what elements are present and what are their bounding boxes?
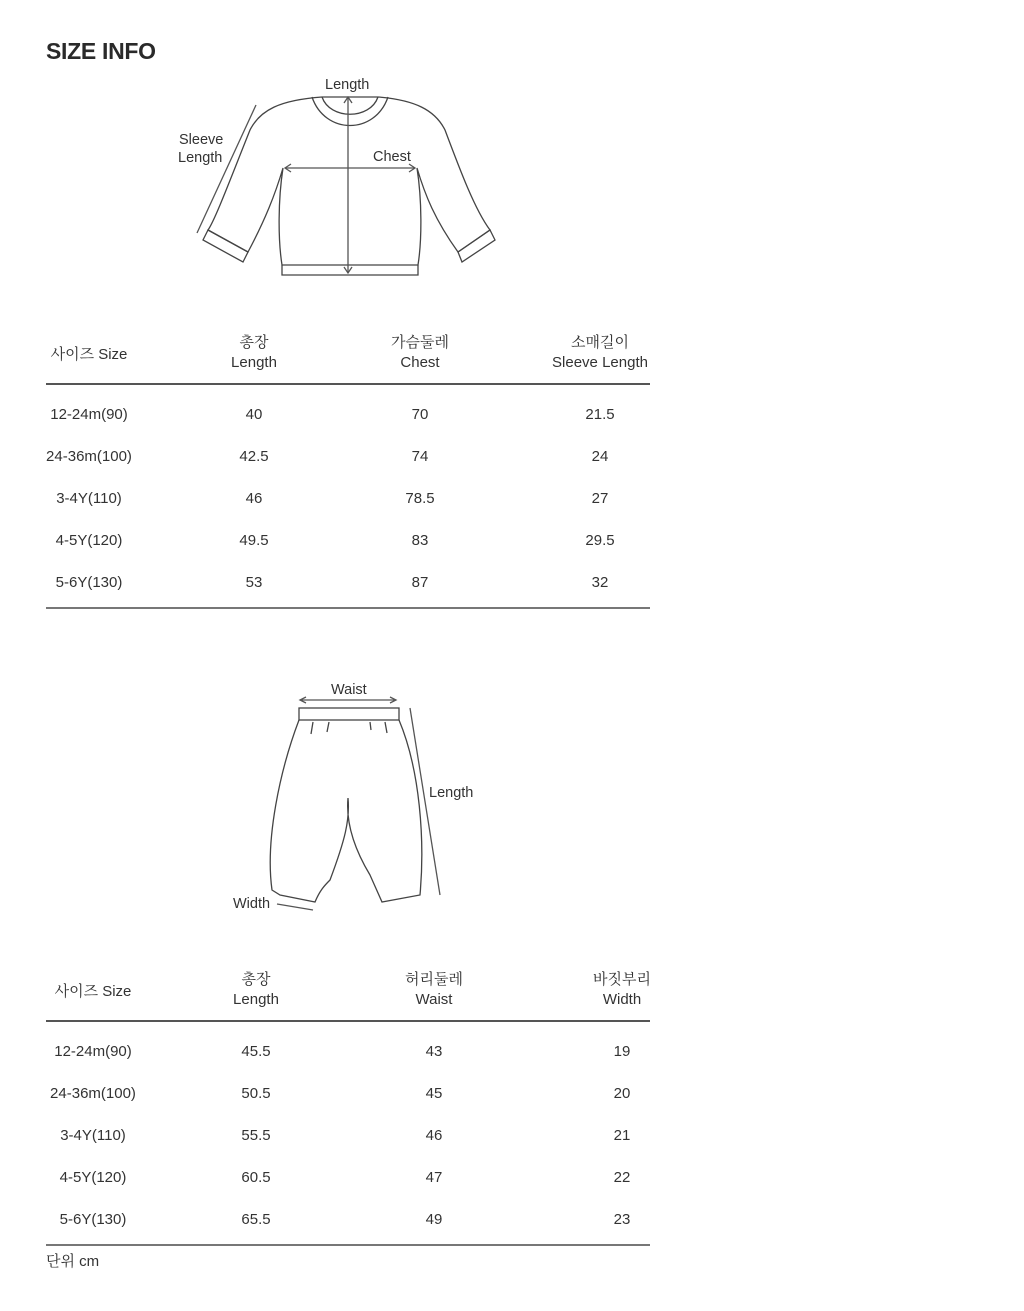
table-cell: 46: [425, 1127, 443, 1144]
header-size: 사이즈 Size: [50, 346, 128, 363]
table-row: [46, 563, 650, 605]
table-cell: 78.5: [405, 490, 435, 507]
table-cell: 40: [245, 406, 263, 423]
table-cell: 29.5: [585, 532, 615, 549]
table-cell: 46: [245, 490, 263, 507]
header-en: Sleeve Length: [552, 354, 648, 371]
table-cell: 12-24m(90): [54, 1043, 132, 1060]
table-cell: 45: [425, 1085, 443, 1102]
header-width: [593, 970, 651, 1010]
header-chest: [391, 333, 449, 373]
table-row: [46, 437, 650, 479]
table-cell: 45.5: [241, 1043, 271, 1060]
table-cell: 5-6Y(130): [59, 1211, 127, 1228]
table-cell: 49: [425, 1211, 443, 1228]
table-cell: 47: [425, 1169, 443, 1186]
table-cell: 65.5: [241, 1211, 271, 1228]
pants-length-label: Length: [429, 785, 474, 801]
top-size-table: [46, 333, 650, 609]
table-cell: 50.5: [241, 1085, 271, 1102]
table-cell: 19: [613, 1043, 631, 1060]
sleeve-label-2: Length: [178, 150, 223, 166]
table-cell: 12-24m(90): [50, 406, 128, 423]
table-row: [46, 1032, 650, 1074]
header-waist: [405, 970, 463, 1010]
table-row: [46, 395, 650, 437]
table-cell: 55.5: [241, 1127, 271, 1144]
table-header: [46, 333, 650, 385]
chest-label: Chest: [373, 149, 411, 165]
table-cell: 22: [613, 1169, 631, 1186]
header-ko: 총장: [241, 971, 271, 988]
header-size: 사이즈 Size: [54, 983, 132, 1000]
table-cell: 74: [411, 448, 429, 465]
header-sleeve: [552, 333, 648, 373]
table-row: [46, 1116, 650, 1158]
table-cell: 23: [613, 1211, 631, 1228]
table-cell: 24-36m(100): [46, 448, 132, 465]
table-cell: 20: [613, 1085, 631, 1102]
table-cell: 21: [613, 1127, 631, 1144]
table-cell: 83: [411, 532, 429, 549]
table-row: [46, 1200, 650, 1242]
sleeve-label-1: Sleeve: [179, 132, 224, 148]
table-cell: 21.5: [585, 406, 615, 423]
header-length: [233, 970, 279, 1010]
table-row: [46, 1158, 650, 1200]
table-cell: 60.5: [241, 1169, 271, 1186]
table-cell: 42.5: [239, 448, 269, 465]
table-cell: 49.5: [239, 532, 269, 549]
header-ko: 가슴둘레: [391, 334, 449, 351]
table-cell: 3-4Y(110): [60, 1127, 126, 1144]
header-ko: 허리둘레: [405, 971, 463, 988]
table-cell: 27: [591, 490, 609, 507]
bottom-size-table: [46, 970, 650, 1246]
table-cell: 4-5Y(120): [55, 532, 123, 549]
sweatshirt-diagram-icon: [160, 70, 510, 280]
table-cell: 70: [411, 406, 429, 423]
header-en: Chest: [400, 354, 440, 371]
header-ko: 소매길이: [571, 334, 629, 351]
table-row: [46, 521, 650, 563]
waist-label: Waist: [331, 682, 367, 698]
header-en: Length: [231, 354, 277, 371]
table-row: [46, 1074, 650, 1116]
table-row: [46, 479, 650, 521]
page-title: SIZE INFO: [46, 38, 156, 64]
header-en: Length: [233, 991, 279, 1008]
header-ko: 바짓부리: [593, 971, 651, 988]
unit-note: 단위 cm: [46, 1253, 100, 1270]
header-en: Width: [602, 991, 642, 1008]
header-length: [231, 333, 277, 373]
table-cell: 53: [245, 574, 263, 591]
table-cell: 43: [425, 1043, 443, 1060]
table-cell: 3-4Y(110): [56, 490, 122, 507]
length-label: Length: [325, 77, 370, 93]
width-label: Width: [233, 896, 271, 912]
table-cell: 32: [591, 574, 609, 591]
table-cell: 4-5Y(120): [59, 1169, 127, 1186]
table-header: [46, 970, 650, 1022]
table-cell: 87: [411, 574, 429, 591]
table-cell: 24: [591, 448, 609, 465]
header-en: Waist: [415, 991, 453, 1008]
header-ko: 총장: [239, 334, 269, 351]
table-cell: 5-6Y(130): [55, 574, 123, 591]
table-cell: 24-36m(100): [50, 1085, 136, 1102]
